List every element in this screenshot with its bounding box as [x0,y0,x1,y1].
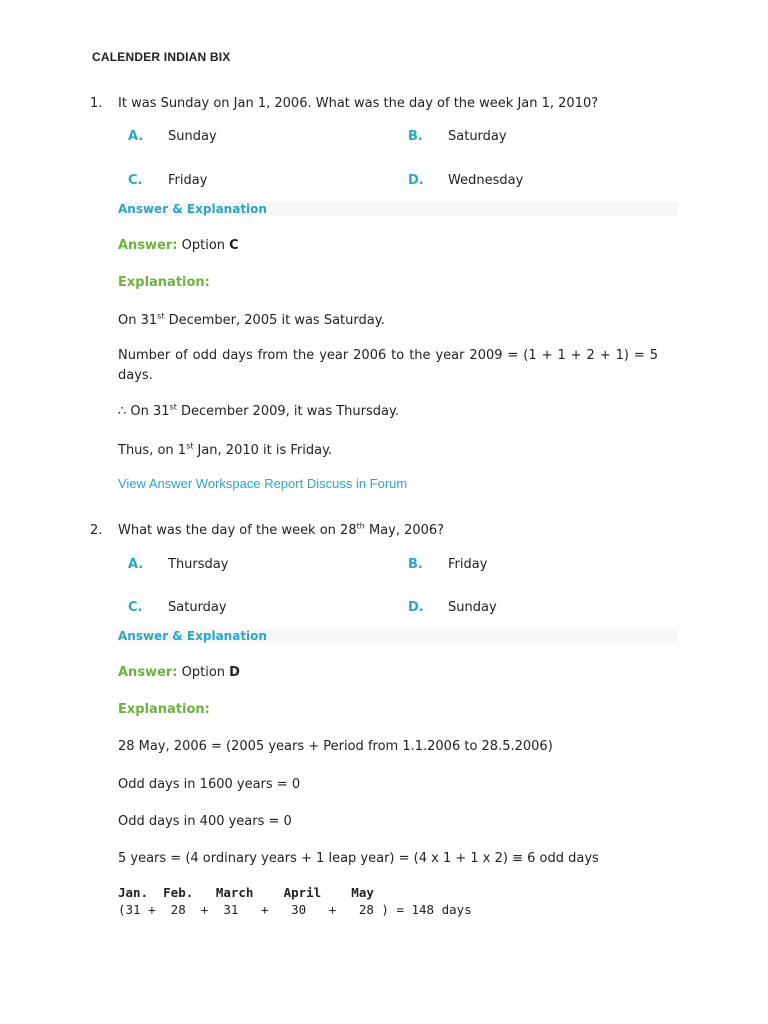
month-days-row: (31 + 28 + 31 + 30 + 28 ) = 148 days [118,902,472,917]
option-text: Friday [168,173,208,188]
option-c[interactable] [128,173,207,188]
answer-line [118,238,239,253]
question-number: 1. [90,96,103,111]
option-letter: D. [408,173,424,188]
question-number: 2. [90,523,103,538]
explanation-line-1: On 31st December, 2005 it was Saturday. [118,311,385,328]
option-a[interactable] [128,129,217,144]
answer-label: Answer: [118,238,178,253]
option-text: Sunday [448,600,497,615]
answer-line [118,665,240,680]
option-d[interactable] [408,600,497,615]
option-letter: D. [408,600,424,615]
document-title: CALENDER INDIAN BIX [92,50,231,64]
answer-explanation-toggle[interactable]: Answer & Explanation [118,629,678,643]
option-letter: A. [128,129,144,144]
answer-label: Answer: [118,665,178,680]
question-text: It was Sunday on Jan 1, 2006. What was the day of the week Jan 1, 2010? [118,96,599,111]
option-text: Sunday [168,129,217,144]
explanation-line-2: Odd days in 1600 years = 0 [118,777,301,792]
explanation-line-4: 5 years = (4 ordinary years + 1 leap year) = (4 x 1 + 1 x 2) ≡ 6 odd days [118,851,599,866]
option-text: Saturday [448,129,507,144]
explanation-label: Explanation: [118,275,210,290]
month-header-row: Jan. Feb. March April May [118,885,374,900]
explanation-line-3: Odd days in 400 years = 0 [118,814,292,829]
explanation-line-2: Number of odd days from the year 2006 to the year 2009 = (1 + 1 + 2 + 1) = 5 days. [118,348,658,383]
option-b[interactable] [408,557,487,572]
answer-option: D [229,665,240,680]
answer-prefix: Option [181,238,226,253]
explanation-line-1: 28 May, 2006 = (2005 years + Period from 1.1.2006 to 28.5.2006) [118,739,553,754]
option-d[interactable] [408,173,523,188]
option-letter: C. [128,600,143,615]
option-c[interactable] [128,600,227,615]
option-text: Friday [448,557,488,572]
option-letter: C. [128,173,143,188]
answer-prefix: Option [181,665,226,680]
option-text: Wednesday [448,173,524,188]
option-a[interactable] [128,557,228,572]
explanation-label: Explanation: [118,702,210,717]
answer-option: C [229,238,239,253]
explanation-line-3: ∴ On 31st December 2009, it was Thursday. [118,402,399,419]
option-text: Thursday [168,557,229,572]
option-b[interactable] [408,129,507,144]
option-letter: B. [408,129,423,144]
explanation-line-4: Thus, on 1st Jan, 2010 it is Friday. [118,441,333,458]
question-links[interactable]: View Answer Workspace Report Discuss in Forum [118,476,408,491]
answer-explanation-toggle[interactable]: Answer & Explanation [118,202,678,216]
option-text: Saturday [168,600,227,615]
question-text: What was the day of the week on 28th May, 2006? [118,521,445,538]
option-letter: B. [408,557,423,572]
therefore-icon: ∴ [118,404,127,419]
option-letter: A. [128,557,144,572]
